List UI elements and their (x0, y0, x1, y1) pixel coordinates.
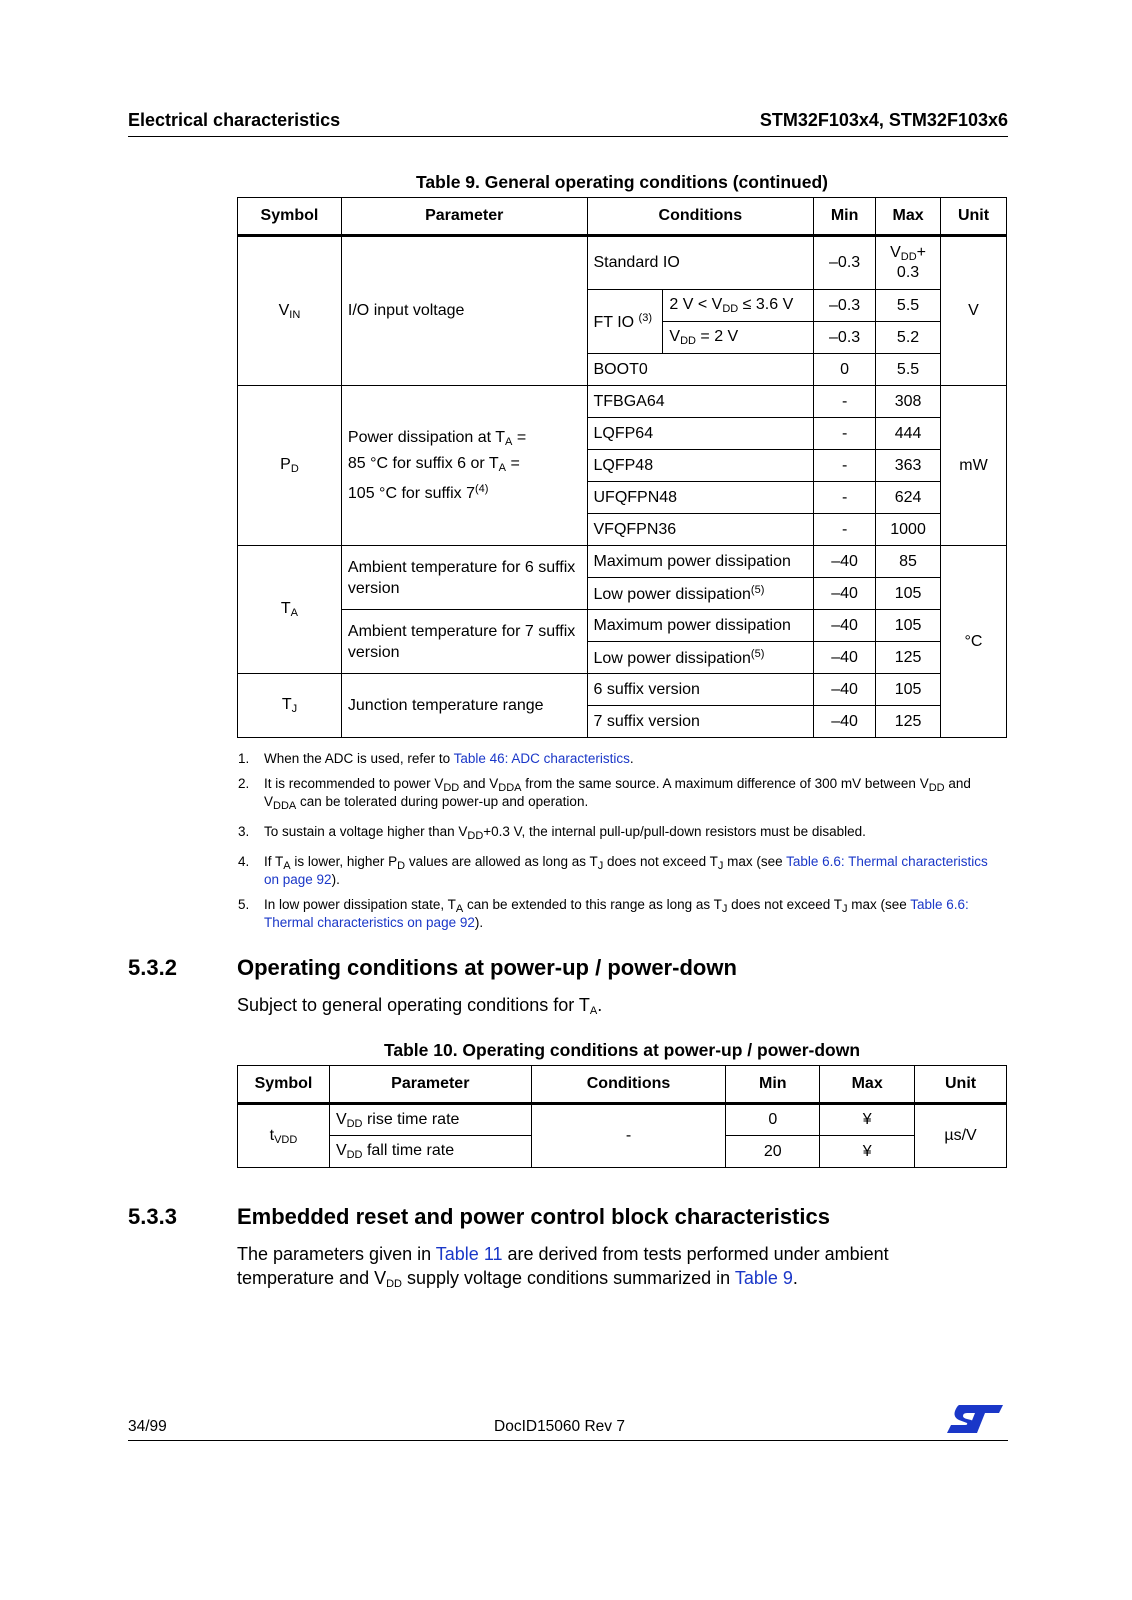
param-fall-rate: $V_{DD}$ fall time rate (329, 1136, 531, 1168)
link-table11[interactable]: Table 11 (435, 1244, 503, 1264)
page-footer (128, 1418, 1008, 1441)
max-value: 105 (876, 578, 941, 610)
max-value: ¥ (820, 1136, 915, 1168)
table9-caption: Table 9. General operating conditions (continued) (416, 172, 828, 192)
cond-low-pd: Low power dissipation$^{(5)}$ (587, 578, 814, 610)
header-part-numbers: STM32F103x4, STM32F103x6 (759, 110, 1008, 130)
param-rise-rate: $V_{DD}$ rise time rate (329, 1104, 531, 1136)
cond-package: LQFP48 (587, 450, 814, 482)
col-header-min: Min (726, 1066, 820, 1104)
cond-package: TFBGA64 (587, 386, 814, 418)
min-value: - (814, 386, 876, 418)
cond-package: LQFP64 (587, 418, 814, 450)
col-header-max: Max (820, 1066, 915, 1104)
section-number: 5.3.3 (128, 1204, 177, 1229)
max-value: 5.2 (876, 322, 941, 354)
symbol-tj: $T_J$ (238, 674, 342, 738)
table9-footnotes (238, 752, 998, 941)
max-value: 5.5 (876, 354, 941, 386)
param-vin: I/O input voltage (341, 236, 587, 386)
min-value: –40 (814, 706, 876, 738)
min-value: –40 (814, 578, 876, 610)
table-row (238, 546, 1007, 578)
min-value: - (814, 482, 876, 514)
footnote-4: 4. If $T_A$ is lower, higher $P_D$ values are allowed as long as $T_J$ does not exceed $T_J$ max (see Table 6.6: Thermal characteristics on page 92). (238, 854, 988, 887)
header-section-title: Electrical characteristics (128, 110, 341, 130)
link-table46[interactable]: Table 46: ADC characteristics (453, 751, 630, 766)
min-value: - (814, 514, 876, 546)
max-value: 105 (876, 674, 941, 706)
section-533-paragraph: The parameters given in Table 11 are derived from tests performed under ambient temperature and $V_{DD}$ supply voltage conditions summarized in Table 9. (237, 1244, 889, 1290)
max-value: 125 (876, 642, 941, 674)
min-value: –40 (814, 546, 876, 578)
min-value: 20 (726, 1136, 820, 1168)
param-ta-7: Ambient temperature for 7 suffix version (341, 610, 587, 674)
min-value: - (814, 450, 876, 482)
footnote-2: 2. It is recommended to power $V_{DD}$ and $V_{DDA}$ from the same source. A maximum difference of 300 mV between $V_{DD}$ and $V_{DDA}$ can be tolerated during power-up and operation. (238, 776, 971, 812)
cond-suffix: 6 suffix version (587, 674, 814, 706)
cond-low-pd: Low power dissipation$^{(5)}$ (587, 642, 814, 674)
table-row (238, 236, 1007, 290)
max-value: 85 (876, 546, 941, 578)
col-header-symbol: Symbol (238, 1066, 330, 1104)
min-value: –40 (814, 642, 876, 674)
table10-caption: Table 10. Operating conditions at power-up / power-down (383, 1040, 861, 1060)
col-header-unit: Unit (941, 198, 1007, 236)
max-value: 125 (876, 706, 941, 738)
cond-boot0: BOOT0 (587, 354, 814, 386)
min-value: - (814, 418, 876, 450)
section-532-paragraph: Subject to general operating conditions for $T_A$. (237, 995, 603, 1017)
cond-standard-io: Standard IO (587, 236, 814, 290)
unit-value: µs/V (915, 1104, 1007, 1168)
symbol-pd: $P_D$ (238, 386, 342, 546)
table9 (237, 197, 1007, 738)
col-header-parameter: Parameter (341, 198, 587, 236)
col-header-parameter: Parameter (329, 1066, 531, 1104)
cond-suffix: 7 suffix version (587, 706, 814, 738)
max-value: 363 (876, 450, 941, 482)
cond-package: VFQFPN36 (587, 514, 814, 546)
table-row (238, 674, 1007, 706)
unit-vin: V (941, 236, 1007, 386)
cond-max-pd: Maximum power dissipation (587, 610, 814, 642)
link-table9[interactable]: Table 9 (734, 1268, 793, 1288)
table-row (238, 1104, 1007, 1136)
table-row (238, 610, 1007, 642)
col-header-unit: Unit (915, 1066, 1007, 1104)
col-header-symbol: Symbol (238, 198, 342, 236)
max-value: 5.5 (876, 290, 941, 322)
max-value: 624 (876, 482, 941, 514)
st-logo-icon (945, 1403, 1005, 1440)
max-value: 1000 (876, 514, 941, 546)
doc-id: DocID15060 Rev 7 (494, 1418, 625, 1435)
cond-ft-range: 2 $V < V_{DD} \le 3.6$ V (663, 290, 814, 322)
footnote-1: 1. When the ADC is used, refer to Table 46: ADC characteristics. (238, 751, 634, 766)
max-value: 444 (876, 418, 941, 450)
min-value: –40 (814, 674, 876, 706)
cond-package: UFQFPN48 (587, 482, 814, 514)
table10 (237, 1065, 1007, 1168)
unit-temp: °C (941, 546, 1007, 738)
col-header-max: Max (876, 198, 941, 236)
min-value: 0 (726, 1104, 820, 1136)
cond-ft-io: FT IO $^{(3)}$ (587, 290, 663, 354)
footnote-3: 3. To sustain a voltage higher than $V_{DD}+0.3$ V, the internal pull-up/pull-down resistors must be disabled. (238, 824, 866, 842)
unit-pd: mW (941, 386, 1007, 546)
table9-header-row (238, 198, 1007, 236)
table10-header-row (238, 1066, 1007, 1104)
link-thermal-characteristics[interactable]: Table 6.6: Thermal characteristics on page 92 (264, 854, 988, 887)
table-row (238, 386, 1007, 418)
page-header (128, 110, 1008, 137)
param-tj: Junction temperature range (341, 674, 587, 738)
col-header-conditions: Conditions (587, 198, 814, 236)
symbol-tvdd: $t_{VDD}$ (238, 1104, 330, 1168)
section-number: 5.3.2 (128, 955, 177, 980)
col-header-conditions: Conditions (531, 1066, 726, 1104)
cond-ft-vdd2: $V_{DD} = 2$ V (663, 322, 814, 354)
section-title: Operating conditions at power-up / power-down (237, 955, 737, 980)
min-value: –0.3 (814, 236, 876, 290)
min-value: –0.3 (814, 322, 876, 354)
symbol-vin: $V_{IN}$ (238, 236, 342, 386)
max-value: $V_{DD}+$ 0.3 (876, 236, 941, 290)
symbol-ta: $T_A$ (238, 546, 342, 674)
param-pd: Power dissipation at $T_A$ = 85 °C for suffix 6 or $T_A$ = 105 °C for suffix 7$^{(4)}$ (341, 386, 587, 546)
section-title: Embedded reset and power control block characteristics (237, 1204, 830, 1229)
footnote-5: 5. In low power dissipation state, $T_A$ can be extended to this range as long as $T_J$ does not exceed $T_J$ max (see Table 6.6: Thermal characteristics on page 92). (238, 897, 969, 930)
param-ta-6: Ambient temperature for 6 suffix version (341, 546, 587, 610)
link-thermal-characteristics[interactable]: Table 6.6: Thermal characteristics on page 92 (264, 897, 969, 930)
min-value: –40 (814, 610, 876, 642)
max-value: 105 (876, 610, 941, 642)
min-value: 0 (814, 354, 876, 386)
max-value: 308 (876, 386, 941, 418)
col-header-min: Min (814, 198, 876, 236)
page-number: 34/99 (128, 1418, 167, 1435)
min-value: –0.3 (814, 290, 876, 322)
cond-max-pd: Maximum power dissipation (587, 546, 814, 578)
max-value: ¥ (820, 1104, 915, 1136)
cond-value: - (531, 1104, 726, 1168)
